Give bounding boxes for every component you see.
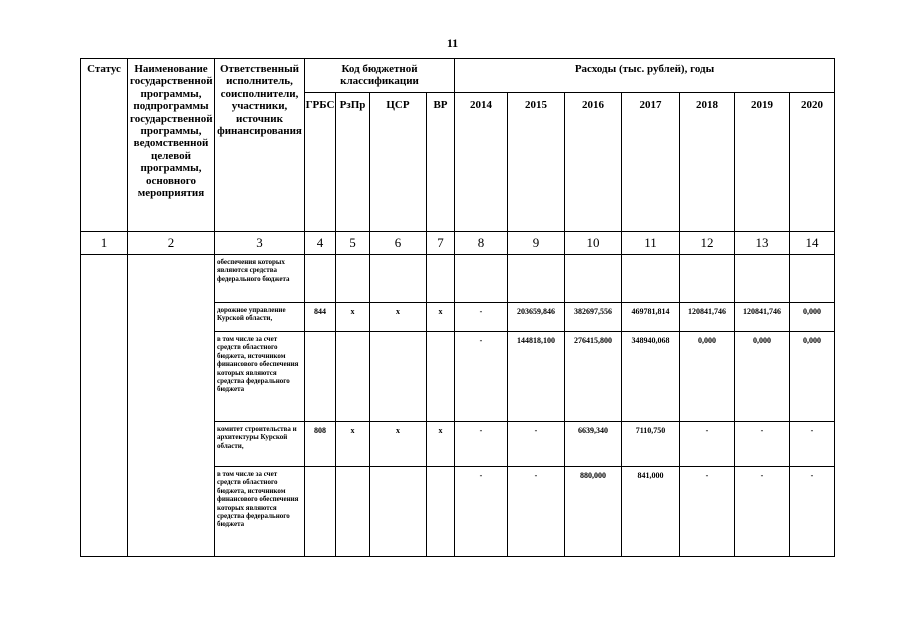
header-code-grbs: ГРБС [305, 93, 336, 232]
value-cell: 276415,800 [565, 332, 622, 422]
program-name-cell [128, 255, 215, 557]
column-number: 1 [81, 232, 128, 255]
value-cell: - [790, 467, 835, 557]
value-cell: - [680, 422, 735, 467]
value-cell: - [735, 467, 790, 557]
value-cell [455, 255, 508, 303]
column-number: 8 [455, 232, 508, 255]
column-number: 10 [565, 232, 622, 255]
value-cell: 7110,750 [622, 422, 680, 467]
responsible-cell: комитет строительства и архитектуры Курской области, [215, 422, 305, 467]
value-cell: - [455, 422, 508, 467]
table-row [81, 255, 835, 303]
vr-cell [427, 255, 455, 303]
responsible-cell: обеспечения которых являются средства федерального бюджета [215, 255, 305, 303]
value-cell: - [455, 332, 508, 422]
vr-cell [427, 467, 455, 557]
grbs-cell [305, 255, 336, 303]
csr-cell [370, 467, 427, 557]
column-number: 14 [790, 232, 835, 255]
value-cell: 0,000 [680, 332, 735, 422]
value-cell: 841,000 [622, 467, 680, 557]
column-number: 5 [336, 232, 370, 255]
header-year: 2018 [680, 93, 735, 232]
responsible-cell: дорожное управление Курской области, [215, 303, 305, 332]
value-cell: 382697,556 [565, 303, 622, 332]
column-number: 12 [680, 232, 735, 255]
column-number: 3 [215, 232, 305, 255]
value-cell [790, 255, 835, 303]
value-cell: 120841,746 [735, 303, 790, 332]
header-expenses: Расходы (тыс. рублей), годы [455, 59, 835, 93]
csr-cell [370, 332, 427, 422]
header-status: Статус [81, 59, 128, 232]
csr-cell: х [370, 422, 427, 467]
value-cell [680, 255, 735, 303]
vr-cell [427, 332, 455, 422]
vr-cell: х [427, 303, 455, 332]
grbs-cell: 844 [305, 303, 336, 332]
value-cell: - [455, 467, 508, 557]
rzpr-cell [336, 255, 370, 303]
csr-cell: х [370, 303, 427, 332]
value-cell: 144818,100 [508, 332, 565, 422]
column-number: 13 [735, 232, 790, 255]
rzpr-cell [336, 332, 370, 422]
rzpr-cell: х [336, 303, 370, 332]
budget-table [80, 58, 835, 557]
header-responsible: Ответственный исполнитель, соисполнители, участники, источник финансирования [215, 59, 305, 232]
grbs-cell [305, 332, 336, 422]
header-year: 2015 [508, 93, 565, 232]
value-cell: 0,000 [735, 332, 790, 422]
grbs-cell: 808 [305, 422, 336, 467]
header-code-vr: ВР [427, 93, 455, 232]
header-year: 2019 [735, 93, 790, 232]
header-year: 2014 [455, 93, 508, 232]
header-budget-code: Код бюджетной классификации [305, 59, 455, 93]
column-number: 4 [305, 232, 336, 255]
value-cell [622, 255, 680, 303]
value-cell: - [455, 303, 508, 332]
value-cell: - [508, 467, 565, 557]
value-cell [508, 255, 565, 303]
value-cell: 0,000 [790, 332, 835, 422]
column-number: 7 [427, 232, 455, 255]
value-cell: 469781,814 [622, 303, 680, 332]
column-number: 2 [128, 232, 215, 255]
header-year: 2017 [622, 93, 680, 232]
header-code-csr: ЦСР [370, 93, 427, 232]
csr-cell [370, 255, 427, 303]
value-cell: - [680, 467, 735, 557]
header-year: 2020 [790, 93, 835, 232]
responsible-cell: в том числе за счет средств областного бюджета, источником финансового обеспечения которых являются средства федерального бюджета [215, 467, 305, 557]
responsible-cell: в том числе за счет средств областного бюджета, источником финансового обеспечения которых являются средства федерального бюджета [215, 332, 305, 422]
value-cell: 348940,068 [622, 332, 680, 422]
value-cell [565, 255, 622, 303]
header-code-rzpr: РзПр [336, 93, 370, 232]
value-cell: 6639,340 [565, 422, 622, 467]
grbs-cell [305, 467, 336, 557]
status-cell [81, 255, 128, 557]
value-cell: 203659,846 [508, 303, 565, 332]
value-cell: 0,000 [790, 303, 835, 332]
value-cell [735, 255, 790, 303]
column-number-row [81, 232, 835, 255]
value-cell: 120841,746 [680, 303, 735, 332]
header-name: Наименование государственной программы, подпрограммы государственной программы, ведомственной целевой программы, основного мероприятия [128, 59, 215, 232]
column-number: 9 [508, 232, 565, 255]
column-number: 6 [370, 232, 427, 255]
rzpr-cell [336, 467, 370, 557]
value-cell: - [790, 422, 835, 467]
value-cell: - [735, 422, 790, 467]
vr-cell: х [427, 422, 455, 467]
header-year: 2016 [565, 93, 622, 232]
rzpr-cell: х [336, 422, 370, 467]
value-cell: 880,000 [565, 467, 622, 557]
column-number: 11 [622, 232, 680, 255]
value-cell: - [508, 422, 565, 467]
page-number: 11 [446, 36, 459, 50]
